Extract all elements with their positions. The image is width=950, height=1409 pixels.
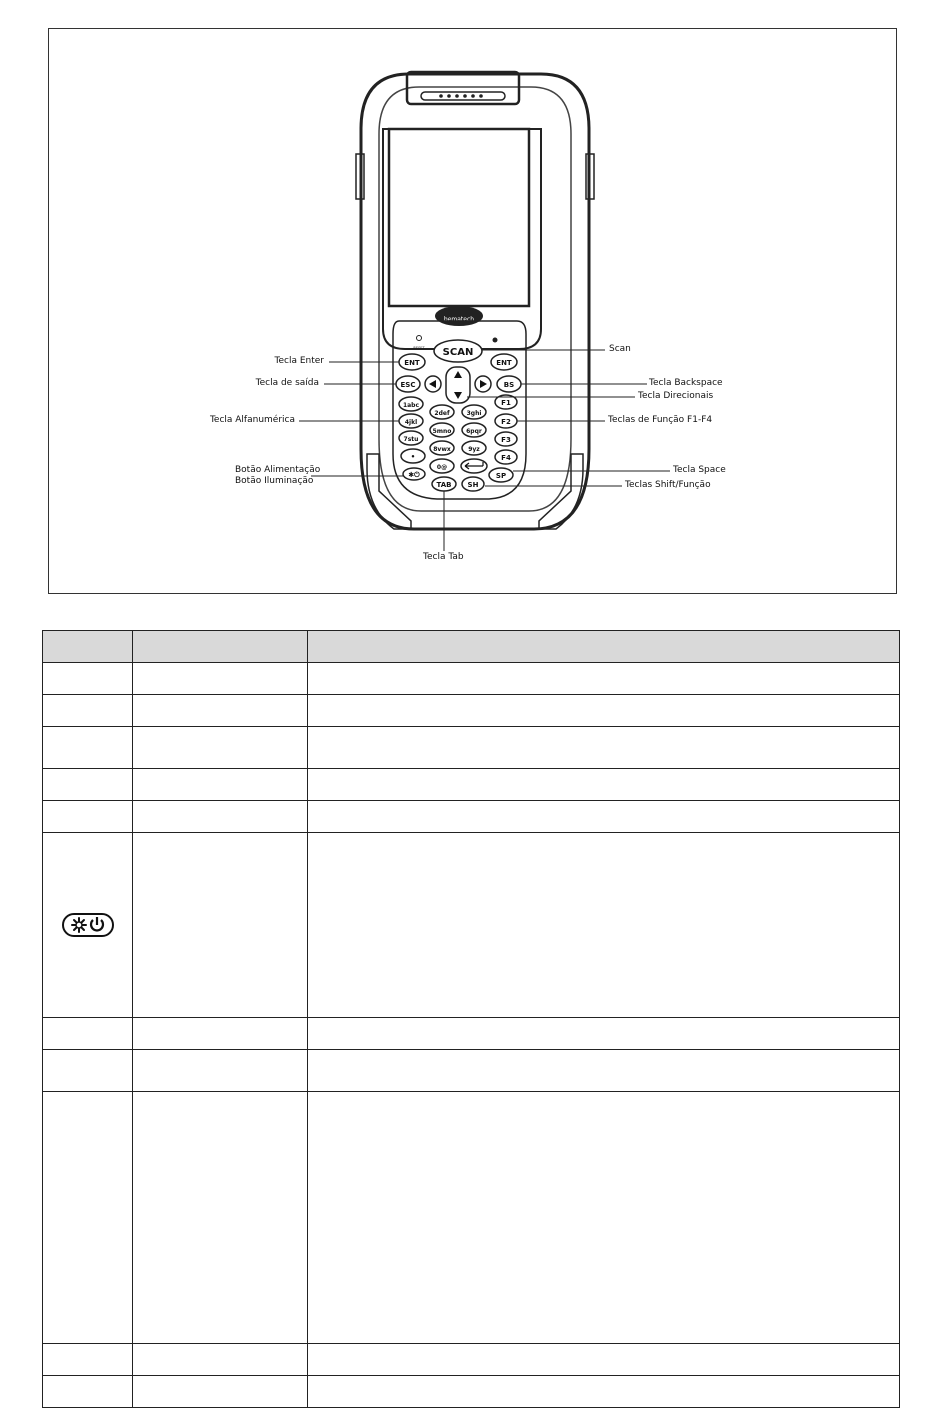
svg-text:6pqr: 6pqr [466,428,482,435]
table-row [43,1050,900,1092]
table-row [43,1344,900,1376]
svg-text:ENT: ENT [404,359,420,367]
svg-text:F4: F4 [501,454,511,462]
svg-text:3ghi: 3ghi [466,410,482,417]
svg-text:F2: F2 [501,418,511,426]
svg-text:F1: F1 [501,399,511,407]
header-icon [43,631,133,663]
callout-light: Botão Iluminação [235,476,314,486]
svg-text:F3: F3 [501,436,511,444]
power-light-icon [61,911,115,939]
brand-logo-text: bematech [443,316,475,323]
table-row [43,1376,900,1408]
svg-text:•: • [410,453,416,461]
svg-text:8vwx: 8vwx [433,446,451,453]
table-row [43,695,900,727]
callout-backspace: Tecla Backspace [649,378,723,388]
callout-tab: Tecla Tab [423,552,464,562]
svg-text:SP: SP [495,472,507,480]
callout-shift: Teclas Shift/Função [625,480,711,490]
callout-scan: Scan [609,344,631,354]
device-diagram [49,29,898,595]
power-light-key-icon: ✱⏻ [408,471,420,479]
table-row [43,727,900,769]
callout-space: Tecla Space [673,465,726,475]
svg-text:TAB: TAB [436,481,452,489]
svg-text:ESC: ESC [400,381,416,389]
callout-enter: Tecla Enter [274,356,324,366]
table-row [43,769,900,801]
callout-alnum: Tecla Alfanumérica [209,415,295,425]
svg-text:0@: 0@ [436,464,448,471]
svg-text:7stu: 7stu [403,436,419,443]
table-icon-cell [43,833,133,1018]
table-row [43,663,900,695]
callout-directional: Tecla Direcionais [638,391,714,401]
reset-label: RESET [413,346,425,350]
table-row [43,801,900,833]
svg-text:ENT: ENT [496,359,512,367]
svg-text:SH: SH [467,481,479,489]
callout-function: Teclas de Função F1-F4 [608,415,713,425]
svg-text:4jkl: 4jkl [404,419,418,426]
header-key [133,631,308,663]
svg-text:9yz: 9yz [468,446,480,453]
callout-power: Botão Alimentação [235,465,321,475]
svg-text:BS: BS [503,381,515,389]
callout-esc: Tecla de saída [255,378,319,388]
header-description [308,631,900,663]
svg-text:1abc: 1abc [402,402,420,409]
svg-text:2def: 2def [434,410,450,417]
table-row [43,1018,900,1050]
device-figure [48,28,897,594]
reset-led [417,336,422,341]
svg-text:5mno: 5mno [432,428,452,435]
display-screen [389,129,529,306]
keys-table [42,630,900,1408]
status-led [493,338,498,343]
scan-window-dots [439,94,483,98]
table-header-row [43,631,900,663]
scan-key-label: SCAN [442,347,474,358]
table-row [43,833,900,1018]
table-row [43,1092,900,1344]
